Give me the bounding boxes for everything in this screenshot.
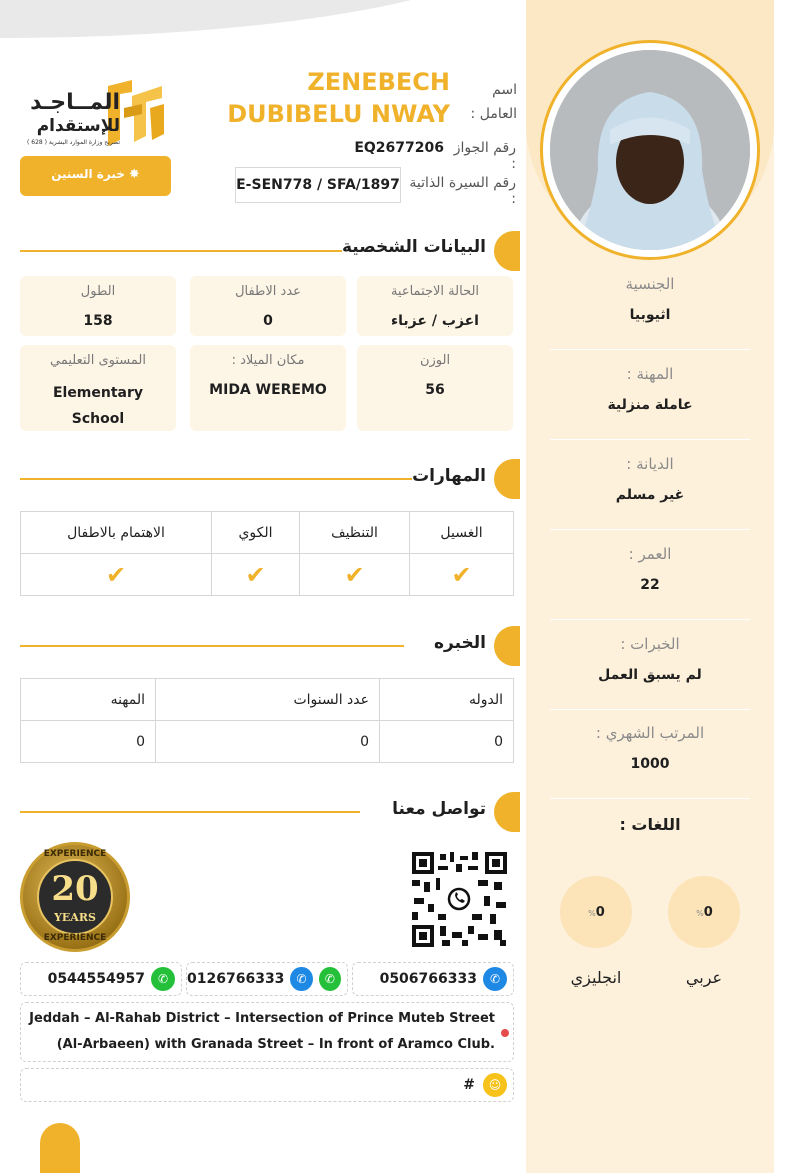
profession-value: عاملة منزلية [607, 397, 693, 413]
passport-number: EQ2677206 [354, 140, 444, 156]
location-pin-icon [501, 1029, 509, 1037]
sidebar-field-profession [550, 365, 750, 413]
phone-contact-3[interactable] [20, 962, 182, 996]
snapchat-contact[interactable] [20, 1068, 514, 1102]
section-line [20, 645, 404, 647]
language-english-name: انجليزي [570, 968, 622, 987]
cell-country: 0 [380, 721, 514, 763]
marital-status-label: الحالة الاجتماعية [390, 284, 480, 299]
experience-section-title: الخبره [433, 633, 486, 653]
badge-number: 20 [51, 869, 99, 909]
header-country: الدوله [380, 679, 514, 721]
divider [550, 798, 750, 799]
phone-number: 0126766333 [187, 971, 285, 987]
badge-ring-top: EXPERIENCE [43, 849, 107, 859]
check-icon: ✔ [212, 554, 300, 596]
snapchat-handle: # [463, 1077, 475, 1093]
age-value: 22 [640, 577, 660, 593]
divider [550, 619, 750, 620]
sidebar-field-age [550, 545, 750, 593]
phone-contact-1[interactable] [352, 962, 514, 996]
age-label: العمر : [628, 545, 672, 563]
salary-value: 1000 [630, 756, 670, 772]
phone-icon: ✆ [290, 967, 312, 991]
sparkle-icon: ✸ [128, 167, 140, 182]
nationality-value: اثيوبيا [629, 307, 671, 323]
divider [550, 439, 750, 440]
experience-button-label: خبرة السنين [51, 167, 125, 181]
badge-years: YEARS [54, 911, 96, 924]
phone-contact-2[interactable] [186, 962, 348, 996]
table-row [21, 512, 514, 554]
section-line [20, 811, 360, 813]
worker-photo [550, 50, 750, 250]
divider [550, 709, 750, 710]
divider [550, 529, 750, 530]
salary-label: المرتب الشهري : [595, 724, 705, 742]
cell-profession: 0 [21, 721, 156, 763]
skill-ironing: الكوي [212, 512, 300, 554]
skills-section-title: المهارات [412, 466, 486, 486]
qr-code-icon[interactable] [412, 852, 507, 947]
language-english-level [560, 876, 632, 948]
card-children [190, 276, 346, 336]
sidebar-field-salary [550, 724, 750, 772]
table-row [21, 554, 514, 596]
divider [550, 349, 750, 350]
check-icon: ✔ [410, 554, 514, 596]
card-height [20, 276, 176, 336]
section-line [20, 478, 412, 480]
section-marker [494, 792, 520, 832]
skill-cleaning: التنظيف [300, 512, 410, 554]
company-name-line2: للإستقدام [36, 116, 120, 136]
experience-table [20, 678, 514, 763]
experience-value: لم يسبق العمل [598, 667, 702, 683]
languages-title: اللغات : [619, 815, 681, 834]
profession-label: المهنة : [626, 365, 674, 383]
children-value: 0 [263, 313, 273, 329]
education-label: المستوى التعليمي [50, 353, 146, 368]
language-arabic-level [668, 876, 740, 948]
cell-years: 0 [156, 721, 380, 763]
weight-value: 56 [425, 382, 445, 398]
height-label: الطول [80, 284, 116, 299]
experience-badge [20, 842, 130, 952]
section-marker [494, 231, 520, 271]
whatsapp-icon: ✆ [319, 967, 341, 991]
check-icon: ✔ [21, 554, 212, 596]
skills-table [20, 511, 514, 596]
phone-number: 0506766333 [379, 971, 477, 987]
company-license: تصريح وزارة الموارد البشرية ( 628 ) [27, 139, 120, 146]
address-line-1: Jeddah – Al-Rahab District – Intersection of Prince Muteb Street [29, 1011, 495, 1026]
section-marker [494, 459, 520, 499]
company-name-line1: المــاجـد [30, 90, 120, 115]
birthplace-label: مكان الميلاد : [231, 353, 305, 368]
phone-number: 0544554957 [47, 971, 145, 987]
sidebar-field-religion [550, 455, 750, 503]
religion-value: غير مسلم [615, 487, 685, 503]
check-icon: ✔ [300, 554, 410, 596]
section-line [20, 250, 342, 252]
card-birthplace [190, 345, 346, 431]
religion-label: الديانة : [626, 455, 674, 473]
skill-childcare: الاهتمام بالاطفال [21, 512, 212, 554]
whatsapp-icon: ✆ [151, 967, 175, 991]
address-line-2: (Al-Arbaeen) with Granada Street – In front of Aramco Club. [56, 1037, 495, 1052]
skill-washing: الغسيل [410, 512, 514, 554]
contact-section-title: تواصل معنا [392, 799, 486, 819]
language-arabic-name: عربي [685, 968, 723, 987]
passport-label: رقم الجواز : [453, 140, 516, 172]
education-value: Elementary School [52, 385, 144, 427]
section-marker [494, 626, 520, 666]
card-education [20, 345, 176, 431]
card-marital-status [357, 276, 513, 336]
address-box [20, 1002, 514, 1062]
children-label: عدد الاطفال [235, 284, 301, 299]
sidebar-field-nationality [550, 275, 750, 323]
cv-number-label: رقم السيرة الذاتية : [409, 175, 516, 207]
header-years: عدد السنوات [156, 679, 380, 721]
header-decoration [0, 0, 520, 38]
marital-status-value: اعزب / عزباء [391, 313, 479, 329]
phone-icon: ✆ [483, 967, 507, 991]
table-row [21, 721, 514, 763]
language-arabic-percent: %0 [696, 904, 713, 920]
nationality-label: الجنسية [625, 275, 675, 293]
birthplace-value: MIDA WEREMO [209, 382, 327, 398]
header-profession: المهنه [21, 679, 156, 721]
language-english-percent: %0 [588, 904, 605, 920]
experience-years-button[interactable] [20, 156, 171, 196]
sidebar-field-experience [550, 635, 750, 683]
badge-ring-bottom: EXPERIENCE [43, 933, 107, 943]
footer-decoration [40, 1123, 80, 1173]
cv-number: E-SEN778 / SFA/1897 [235, 167, 401, 203]
table-row [21, 679, 514, 721]
height-value: 158 [83, 313, 113, 329]
personal-section-title: البيانات الشخصية [341, 237, 486, 257]
worker-name: ZENEBECH DUBIBELU NWAY [227, 68, 450, 128]
worker-name-label: اسم العامل : [470, 82, 517, 122]
weight-label: الوزن [419, 353, 451, 368]
experience-label: الخبرات : [620, 635, 680, 653]
card-weight [357, 345, 513, 431]
snapchat-icon: ☺ [483, 1073, 507, 1097]
